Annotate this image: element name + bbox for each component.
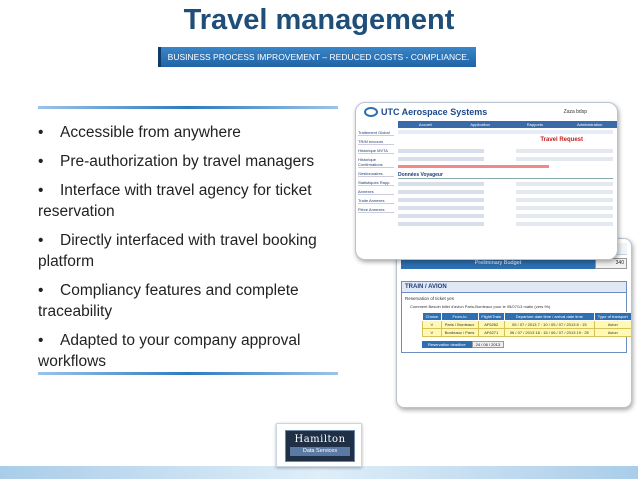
- section-heading: Données Voyageur: [398, 172, 613, 179]
- warning-line: [398, 165, 549, 168]
- form-row: [398, 206, 613, 210]
- column-header: Departure date time / arrival date time: [505, 313, 595, 321]
- cell: Avion: [594, 321, 631, 329]
- tab-admin: Administration: [576, 122, 603, 127]
- train-plane-section: [401, 281, 627, 353]
- sidebar-item: Historique Confirmations: [358, 157, 394, 168]
- sidebar-item: TR/M encours: [358, 139, 394, 145]
- cell: 05 / 07 / 2013 7 : 10 / 05 / 07 / 2013 8 : 15: [505, 321, 595, 329]
- subtitle-banner: BUSINESS PROCESS IMPROVEMENT – REDUCED COSTS - COMPLIANCE.: [158, 47, 476, 67]
- brand-sub: Data Services: [290, 447, 350, 456]
- sidebar-item: Traite Annexes: [358, 198, 394, 204]
- feature-item: [38, 280, 343, 322]
- travel-request-screenshot: [355, 102, 618, 260]
- column-header: From-to: [441, 313, 478, 321]
- column-header: Choice: [423, 313, 442, 321]
- cell: Bordeaux / Paris: [441, 329, 478, 337]
- column-header: Type of transport: [594, 313, 631, 321]
- form-row: [398, 190, 613, 194]
- form-row: [398, 198, 613, 202]
- deadline-value: 24 / 06 / 2013: [472, 341, 504, 348]
- cell: V: [423, 329, 442, 337]
- comment-line: Comment Besoin billet d'avion Paris-Bordeaux pour le 05/07/13 matin (vers 9h): [410, 304, 551, 309]
- tab-reports: Rapports: [526, 122, 543, 127]
- form-row: [398, 149, 613, 153]
- feature-item: [38, 180, 343, 222]
- feature-text: Pre-authorization by travel managers: [60, 153, 315, 170]
- sidebar-item: Traitement Global: [358, 130, 394, 136]
- feature-text: Adapted to your company approval workflows: [38, 332, 301, 370]
- table-row: [423, 329, 632, 337]
- bullet-icon: •: [38, 153, 44, 170]
- sidebar-item: Historique MVTA: [358, 148, 394, 154]
- form-area: [394, 128, 617, 232]
- sidebar-item: Statistiques Rapp.: [358, 180, 394, 186]
- table-header: [423, 313, 632, 321]
- table-row: [423, 321, 632, 329]
- footer-bar: [0, 466, 638, 479]
- form-row: [398, 222, 613, 226]
- brand-name: Hamilton: [294, 434, 346, 445]
- feature-item: [38, 151, 343, 172]
- app-header: [356, 103, 617, 121]
- brand-logo: [285, 430, 355, 462]
- bullet-icon: •: [38, 332, 44, 349]
- bullet-icon: •: [38, 282, 44, 299]
- bullet-icon: •: [38, 182, 44, 199]
- cell: V: [423, 321, 442, 329]
- app-sidebar: [356, 128, 394, 232]
- slide-title: Travel management: [183, 4, 455, 36]
- bullet-icon: •: [38, 232, 44, 249]
- bullet-icon: •: [38, 124, 44, 141]
- cell: Avion: [594, 329, 631, 337]
- cell: AF6271: [478, 329, 505, 337]
- form-title: Travel Request: [540, 137, 583, 143]
- app-tabs: [398, 121, 617, 128]
- form-bar: [398, 130, 613, 134]
- column-header: Flight/Train: [478, 313, 505, 321]
- tab-application: Application: [470, 122, 490, 127]
- form-row: [398, 182, 613, 186]
- feature-text: Directly interfaced with travel booking platform: [38, 232, 317, 270]
- tab-home: Accueil: [418, 122, 432, 127]
- feature-item: [38, 230, 343, 272]
- company-logo-icon: [364, 107, 378, 117]
- feature-item: [38, 330, 343, 372]
- reservation-deadline: [422, 341, 626, 348]
- budget-label: Preliminary Budget: [401, 258, 595, 269]
- reservation-line: Reservation of ticket yes: [405, 296, 455, 301]
- feature-text: Interface with travel agency for ticket reservation: [38, 182, 312, 220]
- travel-request-screenshot-detail: [396, 238, 632, 408]
- feature-item: [38, 122, 343, 143]
- form-row: [398, 214, 613, 218]
- feature-text: Compliancy features and complete traceability: [38, 282, 299, 320]
- divider-bottom: [38, 372, 338, 375]
- divider-top: [38, 106, 338, 109]
- cell: Paris / Bordeaux: [441, 321, 478, 329]
- flights-table: [422, 312, 632, 337]
- feature-list: [38, 122, 343, 380]
- deadline-label: Reservation deadline: [422, 341, 472, 348]
- feature-text: Accessible from anywhere: [60, 124, 241, 141]
- sidebar-item: Annexes: [358, 189, 394, 195]
- cell: 06 / 07 / 2013 18 : 15 / 06 / 07 / 2013 19 : 25: [505, 329, 595, 337]
- user-name: Zaza bdsp: [563, 109, 587, 115]
- sidebar-item: Pièce Annexes: [358, 207, 394, 213]
- sidebar-item: Gestionnaires: [358, 171, 394, 177]
- section-title: TRAIN / AVION: [402, 282, 626, 293]
- budget-value: 340: [595, 258, 627, 269]
- company-badge: [276, 423, 362, 467]
- cell: AF6262: [478, 321, 505, 329]
- form-row: [398, 157, 613, 161]
- company-logo-text: UTC Aerospace Systems: [381, 107, 488, 117]
